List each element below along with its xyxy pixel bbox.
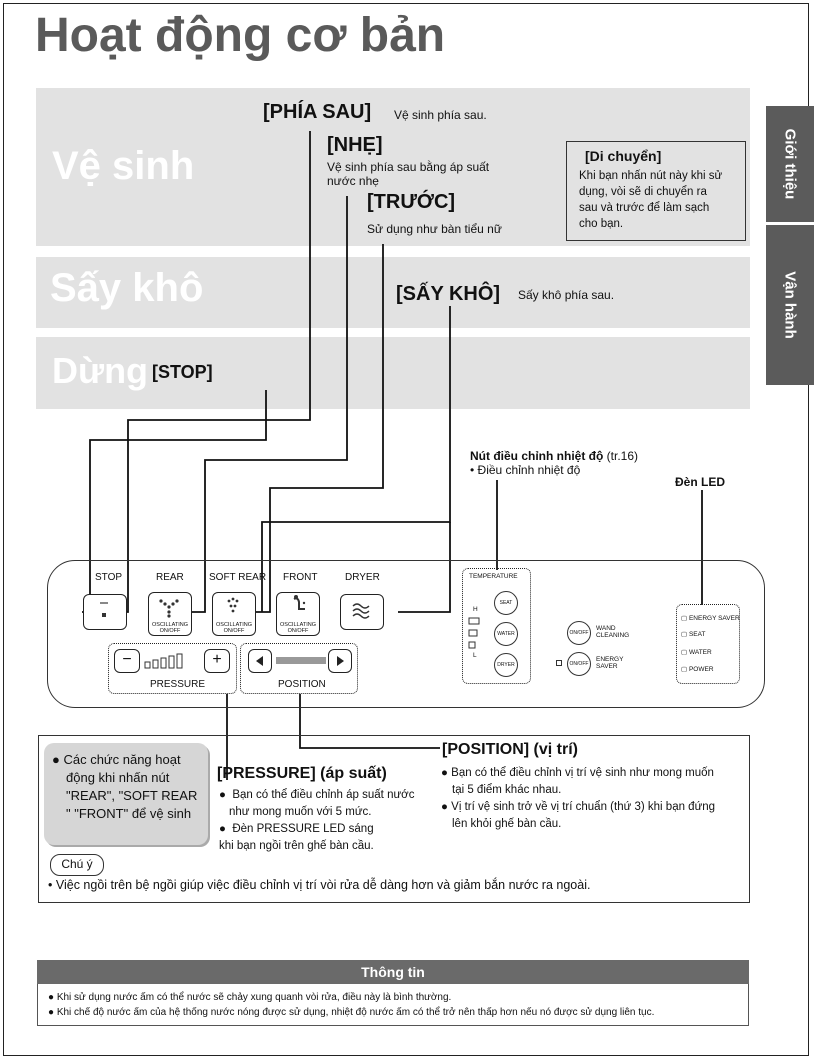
dryer-title: [SẤY KHÔ] [396,283,501,305]
info-body [37,984,749,1026]
temp-note-title-bold: Nút điều chỉnh nhiệt độ [470,449,604,463]
function-note-text: Các chức năng hoạt [63,752,181,767]
label-dryer: DRYER [345,572,380,583]
tab-operation-label: Vận hành [781,271,799,339]
position-forward-button[interactable] [328,649,352,673]
stop-title: [STOP] [152,362,213,382]
position-bullet-2-text: Vị trí vệ sinh trở về vị trí chuẩn (thứ 3) khi bạn đứng [451,801,716,813]
temp-note-desc: • Điều chỉnh nhiệt độ [470,463,581,477]
position-bullet-1b: tại 5 điểm khác nhau. [452,784,562,796]
temp-level-indicator [467,616,483,650]
temp-level-h: H [473,606,478,613]
water-temp-button[interactable]: WATER [494,622,518,646]
position-back-button[interactable] [248,649,272,673]
label-soft-rear: SOFT REAR [209,572,267,583]
position-bullet-2: ● Vị trí vệ sinh trở về vị trí chuẩn (thứ 3) khi bạn đứng [441,801,716,813]
pressure-bullet-1b: như mong muốn với 5 mức. [229,806,372,818]
soft-desc-2: nước nhẹ [327,174,379,188]
dryer-temp-button[interactable]: DRYER [494,653,518,677]
led-energy-saver-label: ENERGY SAVER [688,615,740,622]
position-bullet-1-text: Bạn có thể điều chỉnh vị trí vệ sinh như mong muốn [451,767,714,779]
pressure-label: PRESSURE [150,679,206,690]
rear-osc-label: OSCILLATING ON/OFF [152,622,188,634]
stop-button[interactable] [83,594,127,630]
led-power: ▢ POWER [681,666,714,673]
temp-level-l: L [473,652,477,659]
soft-rear-osc-label: OSCILLATING ON/OFF [216,622,252,634]
move-note-line: sau và trước để làm sạch [579,202,710,214]
info-title: Thông tin [37,960,749,984]
soft-spray-icon [213,593,253,619]
front-person-icon [277,593,317,619]
line-rear [105,131,310,612]
label-rear: REAR [156,572,184,583]
pressure-bullet-2-text: Đèn PRESSURE LED sáng [232,823,374,835]
move-note-title: [Di chuyển] [585,148,662,164]
arrow-left-icon [249,650,271,672]
pressure-bullet-2: ● Đèn PRESSURE LED sáng [219,823,374,835]
info-line: ● Khi sử dụng nước ấm có thể nước sẽ chảy xung quanh vòi rửa, điều này là bình thường. [48,992,452,1003]
pressure-bullet-1: ● Bạn có thể điều chỉnh áp suất nước [219,789,415,801]
temperature-label: TEMPERATURE [469,573,518,580]
led-water: ▢ WATER [681,649,712,656]
rear-desc: Vệ sinh phía sau. [394,108,487,122]
pressure-bullet-1-text: Bạn có thể điều chỉnh áp suất nước [232,789,415,801]
function-note-line: "REAR", "SOFT REAR [66,788,198,803]
wand-onoff-button[interactable]: ON/OFF [567,621,591,645]
soft-title: [NHẸ] [327,134,383,156]
dryer-desc: Sấy khô phía sau. [518,288,615,302]
led-seat: ▢ SEAT [681,631,706,638]
position-bullet-2b: lên khỏi ghế bàn cầu. [452,818,562,830]
position-bullet-1: ● Bạn có thể điều chỉnh vị trí vệ sinh như mong muốn [441,767,714,779]
move-note-line: Khi bạn nhấn nút này khi sử [579,170,723,182]
temp-note-ref: (tr.16) [603,449,639,463]
position-bar [276,657,326,664]
led-seat-label: SEAT [688,631,706,638]
function-note-line: " "FRONT" để vệ sinh [66,806,192,821]
band-stop-title: Dừng [52,350,149,391]
line-soft [183,196,347,612]
caution-label: Chú ý [50,854,104,876]
dryer-button[interactable] [340,594,384,630]
info-line-text: Khi sử dụng nước ấm có thể nước sẽ chảy xung quanh vòi rửa, điều này là bình thường. [56,992,452,1003]
energy-onoff-button[interactable]: ON/OFF [567,652,591,676]
info-line: ● Khi chế độ nước ấm của hệ thống nước nóng được sử dụng, nhiệt độ nước ấm có thể trở nên thấp hơn nếu nó được sử dụng liên tục. [48,1007,655,1018]
led-label: Đèn LED [675,475,726,489]
energy-led [556,660,562,666]
page-title: Hoạt động cơ bản [35,9,446,62]
led-water-label: WATER [688,649,712,656]
pressure-level-icon [144,652,200,670]
front-osc-label: OSCILLATING ON/OFF [280,622,316,634]
move-note-line: dụng, vòi sẽ di chuyển ra [579,186,707,198]
stop-icon [84,595,124,627]
position-title: [POSITION] (vị trí) [442,741,578,758]
rear-spray-icon [149,593,189,619]
function-note [44,743,208,845]
caution-text: • Việc ngồi trên bệ ngồi giúp việc điều chỉnh vị trí vòi rửa dễ dàng hơn và giảm bắn nước ra ngoài. [48,878,591,892]
label-stop: STOP [95,572,123,583]
arrow-right-icon [329,650,351,672]
pressure-plus-button[interactable]: + [204,649,230,673]
pressure-title: [PRESSURE] (áp suất) [217,765,387,782]
pressure-minus-button[interactable]: − [114,649,140,673]
move-note-line: cho bạn. [579,218,624,230]
energy-saver-label: ENERGY SAVER [596,656,624,670]
position-label: POSITION [278,679,326,690]
info-line-text: Khi chế độ nước ấm của hệ thống nước nóng được sử dụng, nhiệt độ nước ấm có thể trở nên thấp hơn nếu nó được sử dụng liên tục. [56,1007,655,1018]
tab-introduction-label: Giới thiệu [781,128,799,200]
band-clean-title: Vệ sinh [52,144,195,188]
label-front: FRONT [283,572,318,583]
wand-cleaning-label: WAND CLEANING [596,625,630,639]
dryer-wave-icon [341,595,381,627]
function-note-line: ● Các chức năng hoạt [52,752,181,767]
seat-temp-button[interactable]: SEAT [494,591,518,615]
rear-title: [PHÍA SAU] [263,101,372,123]
pressure-bullet-2b: khi bạn ngồi trên ghế bàn cầu. [219,840,374,852]
led-power-label: POWER [688,666,714,673]
band-dry-title: Sấy khô [50,266,204,310]
front-title: [TRƯỚC] [367,191,456,213]
soft-desc-1: Vệ sinh phía sau bằng áp suất [327,160,490,174]
led-energy-saver: ▢ ENERGY SAVER [681,615,740,622]
function-note-line: động khi nhấn nút [66,770,170,785]
front-desc: Sử dụng như bàn tiểu nữ [367,222,502,236]
